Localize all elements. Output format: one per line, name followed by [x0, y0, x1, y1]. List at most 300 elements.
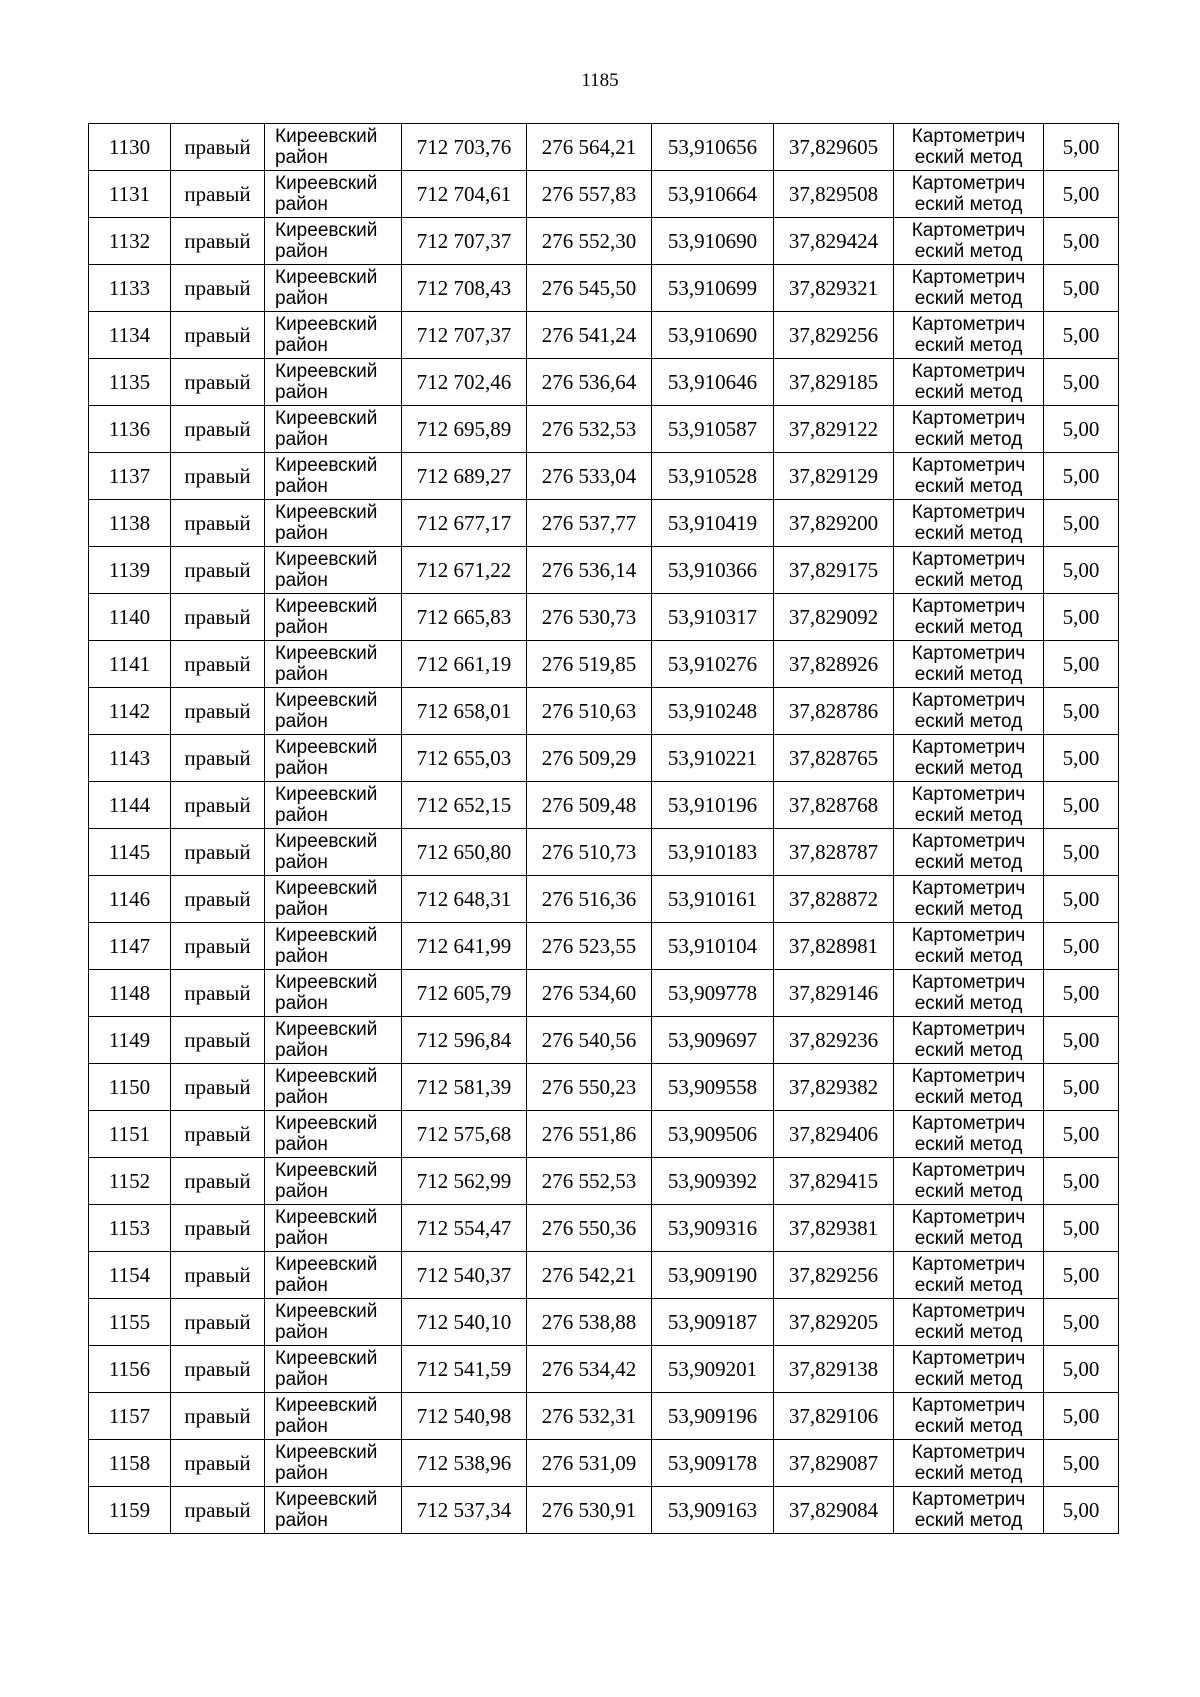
- table-row: [89, 782, 1119, 829]
- method-cell-line: Картометрич: [911, 737, 1026, 758]
- district-cell-line: район: [275, 476, 328, 497]
- district-cell: [265, 453, 402, 500]
- district-cell: [265, 1158, 402, 1205]
- district-cell-line: Киреевский: [275, 1301, 378, 1322]
- method-cell: [894, 641, 1044, 688]
- coord-x-cell: 712 540,98: [402, 1393, 527, 1440]
- table-row: [89, 265, 1119, 312]
- coord-y-cell: 276 523,55: [527, 923, 652, 970]
- latitude-cell: 53,909392: [652, 1158, 774, 1205]
- coord-y-cell: 276 510,63: [527, 688, 652, 735]
- longitude-cell: 37,828786: [774, 688, 894, 735]
- coord-y-cell: 276 516,36: [527, 876, 652, 923]
- coord-x-cell: 712 658,01: [402, 688, 527, 735]
- point-number-cell: 1141: [89, 641, 171, 688]
- district-cell-line: Киреевский: [275, 1019, 378, 1040]
- table-row: [89, 500, 1119, 547]
- method-cell-line: еский метод: [914, 1228, 1023, 1249]
- district-cell: [265, 1487, 402, 1534]
- accuracy-cell: 5,00: [1044, 124, 1119, 171]
- latitude-cell: 53,910587: [652, 406, 774, 453]
- district-cell-line: район: [275, 758, 328, 779]
- district-cell-line: Киреевский: [275, 737, 378, 758]
- table-row: [89, 735, 1119, 782]
- coord-x-cell: 712 704,61: [402, 171, 527, 218]
- method-cell: [894, 453, 1044, 500]
- method-cell-line: еский метод: [914, 758, 1023, 779]
- point-number-cell: 1147: [89, 923, 171, 970]
- coord-x-cell: 712 708,43: [402, 265, 527, 312]
- method-cell-line: еский метод: [914, 288, 1023, 309]
- bank-side-cell: правый: [171, 1111, 265, 1158]
- method-cell-line: еский метод: [914, 711, 1023, 732]
- longitude-cell: 37,829205: [774, 1299, 894, 1346]
- bank-side-cell: правый: [171, 1346, 265, 1393]
- longitude-cell: 37,829381: [774, 1205, 894, 1252]
- longitude-cell: 37,829106: [774, 1393, 894, 1440]
- coord-y-cell: 276 564,21: [527, 124, 652, 171]
- coord-x-cell: 712 655,03: [402, 735, 527, 782]
- longitude-cell: 37,829087: [774, 1440, 894, 1487]
- coord-x-cell: 712 537,34: [402, 1487, 527, 1534]
- longitude-cell: 37,828765: [774, 735, 894, 782]
- bank-side-cell: правый: [171, 1158, 265, 1205]
- method-cell-line: еский метод: [914, 382, 1023, 403]
- accuracy-cell: 5,00: [1044, 876, 1119, 923]
- latitude-cell: 53,909558: [652, 1064, 774, 1111]
- point-number-cell: 1143: [89, 735, 171, 782]
- coord-x-cell: 712 562,99: [402, 1158, 527, 1205]
- district-cell-line: Киреевский: [275, 925, 378, 946]
- district-cell-line: район: [275, 664, 328, 685]
- method-cell-line: еский метод: [914, 1369, 1023, 1390]
- district-cell-line: район: [275, 617, 328, 638]
- method-cell: [894, 829, 1044, 876]
- method-cell-line: еский метод: [914, 1322, 1023, 1343]
- coord-y-cell: 276 545,50: [527, 265, 652, 312]
- district-cell-line: Киреевский: [275, 831, 378, 852]
- point-number-cell: 1142: [89, 688, 171, 735]
- method-cell: [894, 171, 1044, 218]
- point-number-cell: 1135: [89, 359, 171, 406]
- point-number-cell: 1148: [89, 970, 171, 1017]
- longitude-cell: 37,829406: [774, 1111, 894, 1158]
- method-cell-line: еский метод: [914, 1181, 1023, 1202]
- district-cell-line: район: [275, 805, 328, 826]
- method-cell-line: Картометрич: [911, 925, 1026, 946]
- method-cell: [894, 1158, 1044, 1205]
- coord-y-cell: 276 532,31: [527, 1393, 652, 1440]
- table-row: [89, 1346, 1119, 1393]
- method-cell-line: Картометрич: [911, 1066, 1026, 1087]
- district-cell: [265, 1205, 402, 1252]
- table-row: [89, 923, 1119, 970]
- district-cell: [265, 1111, 402, 1158]
- method-cell-line: Картометрич: [911, 502, 1026, 523]
- district-cell-line: район: [275, 523, 328, 544]
- longitude-cell: 37,829256: [774, 312, 894, 359]
- coord-y-cell: 276 541,24: [527, 312, 652, 359]
- latitude-cell: 53,910690: [652, 312, 774, 359]
- bank-side-cell: правый: [171, 312, 265, 359]
- coord-y-cell: 276 510,73: [527, 829, 652, 876]
- district-cell-line: Киреевский: [275, 173, 378, 194]
- method-cell-line: Картометрич: [911, 267, 1026, 288]
- method-cell-line: Картометрич: [911, 690, 1026, 711]
- district-cell: [265, 1393, 402, 1440]
- longitude-cell: 37,828926: [774, 641, 894, 688]
- district-cell: [265, 359, 402, 406]
- accuracy-cell: 5,00: [1044, 735, 1119, 782]
- accuracy-cell: 5,00: [1044, 782, 1119, 829]
- latitude-cell: 53,909697: [652, 1017, 774, 1064]
- method-cell-line: еский метод: [914, 805, 1023, 826]
- method-cell: [894, 876, 1044, 923]
- point-number-cell: 1138: [89, 500, 171, 547]
- point-number-cell: 1146: [89, 876, 171, 923]
- point-number-cell: 1155: [89, 1299, 171, 1346]
- district-cell-line: район: [275, 147, 328, 168]
- longitude-cell: 37,829092: [774, 594, 894, 641]
- coord-y-cell: 276 538,88: [527, 1299, 652, 1346]
- bank-side-cell: правый: [171, 782, 265, 829]
- district-cell-line: Киреевский: [275, 784, 378, 805]
- bank-side-cell: правый: [171, 735, 265, 782]
- district-cell-line: Киреевский: [275, 1442, 378, 1463]
- table-row: [89, 1205, 1119, 1252]
- district-cell: [265, 594, 402, 641]
- method-cell: [894, 312, 1044, 359]
- method-cell-line: еский метод: [914, 1134, 1023, 1155]
- district-cell-line: Киреевский: [275, 220, 378, 241]
- bank-side-cell: правый: [171, 1299, 265, 1346]
- accuracy-cell: 5,00: [1044, 923, 1119, 970]
- method-cell-line: Картометрич: [911, 173, 1026, 194]
- method-cell-line: еский метод: [914, 241, 1023, 262]
- longitude-cell: 37,829256: [774, 1252, 894, 1299]
- district-cell-line: район: [275, 241, 328, 262]
- table-row: [89, 406, 1119, 453]
- latitude-cell: 53,909163: [652, 1487, 774, 1534]
- coord-x-cell: 712 641,99: [402, 923, 527, 970]
- latitude-cell: 53,909187: [652, 1299, 774, 1346]
- method-cell: [894, 406, 1044, 453]
- coord-x-cell: 712 554,47: [402, 1205, 527, 1252]
- point-number-cell: 1131: [89, 171, 171, 218]
- point-number-cell: 1152: [89, 1158, 171, 1205]
- method-cell: [894, 735, 1044, 782]
- coord-x-cell: 712 648,31: [402, 876, 527, 923]
- table-row: [89, 547, 1119, 594]
- district-cell-line: район: [275, 570, 328, 591]
- method-cell-line: Картометрич: [911, 596, 1026, 617]
- method-cell-line: еский метод: [914, 617, 1023, 638]
- accuracy-cell: 5,00: [1044, 1111, 1119, 1158]
- longitude-cell: 37,829508: [774, 171, 894, 218]
- district-cell: [265, 265, 402, 312]
- method-cell: [894, 1346, 1044, 1393]
- district-cell-line: Киреевский: [275, 1207, 378, 1228]
- table-row: [89, 1440, 1119, 1487]
- district-cell-line: Киреевский: [275, 1395, 378, 1416]
- point-number-cell: 1133: [89, 265, 171, 312]
- coord-y-cell: 276 519,85: [527, 641, 652, 688]
- method-cell: [894, 1205, 1044, 1252]
- point-number-cell: 1151: [89, 1111, 171, 1158]
- district-cell-line: район: [275, 852, 328, 873]
- point-number-cell: 1150: [89, 1064, 171, 1111]
- coordinates-table: [88, 123, 1119, 1534]
- point-number-cell: 1157: [89, 1393, 171, 1440]
- method-cell-line: Картометрич: [911, 1395, 1026, 1416]
- district-cell-line: район: [275, 899, 328, 920]
- method-cell-line: Картометрич: [911, 361, 1026, 382]
- latitude-cell: 53,910183: [652, 829, 774, 876]
- district-cell: [265, 782, 402, 829]
- table-row: [89, 1299, 1119, 1346]
- coord-x-cell: 712 671,22: [402, 547, 527, 594]
- accuracy-cell: 5,00: [1044, 1393, 1119, 1440]
- method-cell-line: еский метод: [914, 852, 1023, 873]
- district-cell-line: Киреевский: [275, 878, 378, 899]
- longitude-cell: 37,829605: [774, 124, 894, 171]
- district-cell: [265, 829, 402, 876]
- district-cell-line: Киреевский: [275, 643, 378, 664]
- method-cell-line: Картометрич: [911, 314, 1026, 335]
- method-cell: [894, 1299, 1044, 1346]
- latitude-cell: 53,910528: [652, 453, 774, 500]
- method-cell: [894, 782, 1044, 829]
- method-cell: [894, 1111, 1044, 1158]
- district-cell: [265, 171, 402, 218]
- coord-y-cell: 276 550,23: [527, 1064, 652, 1111]
- coord-y-cell: 276 531,09: [527, 1440, 652, 1487]
- accuracy-cell: 5,00: [1044, 688, 1119, 735]
- coord-x-cell: 712 538,96: [402, 1440, 527, 1487]
- latitude-cell: 53,909190: [652, 1252, 774, 1299]
- bank-side-cell: правый: [171, 547, 265, 594]
- table-row: [89, 1393, 1119, 1440]
- longitude-cell: 37,828872: [774, 876, 894, 923]
- district-cell-line: Киреевский: [275, 126, 378, 147]
- point-number-cell: 1158: [89, 1440, 171, 1487]
- latitude-cell: 53,910656: [652, 124, 774, 171]
- latitude-cell: 53,910690: [652, 218, 774, 265]
- method-cell-line: Картометрич: [911, 1301, 1026, 1322]
- coord-x-cell: 712 689,27: [402, 453, 527, 500]
- point-number-cell: 1159: [89, 1487, 171, 1534]
- method-cell: [894, 218, 1044, 265]
- latitude-cell: 53,910221: [652, 735, 774, 782]
- district-cell: [265, 735, 402, 782]
- point-number-cell: 1136: [89, 406, 171, 453]
- method-cell-line: Картометрич: [911, 408, 1026, 429]
- bank-side-cell: правый: [171, 171, 265, 218]
- district-cell-line: район: [275, 1087, 328, 1108]
- latitude-cell: 53,910317: [652, 594, 774, 641]
- bank-side-cell: правый: [171, 359, 265, 406]
- district-cell-line: Киреевский: [275, 972, 378, 993]
- table-row: [89, 218, 1119, 265]
- method-cell-line: Картометрич: [911, 1489, 1026, 1510]
- accuracy-cell: 5,00: [1044, 218, 1119, 265]
- latitude-cell: 53,909196: [652, 1393, 774, 1440]
- district-cell: [265, 312, 402, 359]
- coord-y-cell: 276 550,36: [527, 1205, 652, 1252]
- coord-y-cell: 276 557,83: [527, 171, 652, 218]
- accuracy-cell: 5,00: [1044, 547, 1119, 594]
- method-cell-line: еский метод: [914, 1510, 1023, 1531]
- table-row: [89, 124, 1119, 171]
- table-row: [89, 1158, 1119, 1205]
- method-cell-line: еский метод: [914, 1416, 1023, 1437]
- coord-x-cell: 712 541,59: [402, 1346, 527, 1393]
- district-cell-line: Киреевский: [275, 267, 378, 288]
- accuracy-cell: 5,00: [1044, 1017, 1119, 1064]
- point-number-cell: 1154: [89, 1252, 171, 1299]
- point-number-cell: 1130: [89, 124, 171, 171]
- method-cell: [894, 500, 1044, 547]
- method-cell-line: еский метод: [914, 993, 1023, 1014]
- coord-x-cell: 712 707,37: [402, 218, 527, 265]
- method-cell: [894, 359, 1044, 406]
- district-cell-line: район: [275, 1134, 328, 1155]
- point-number-cell: 1145: [89, 829, 171, 876]
- latitude-cell: 53,910664: [652, 171, 774, 218]
- district-cell-line: Киреевский: [275, 502, 378, 523]
- coord-y-cell: 276 530,91: [527, 1487, 652, 1534]
- method-cell-line: еский метод: [914, 1040, 1023, 1061]
- accuracy-cell: 5,00: [1044, 641, 1119, 688]
- longitude-cell: 37,829129: [774, 453, 894, 500]
- method-cell: [894, 970, 1044, 1017]
- district-cell-line: район: [275, 1181, 328, 1202]
- longitude-cell: 37,828981: [774, 923, 894, 970]
- district-cell-line: Киреевский: [275, 549, 378, 570]
- method-cell-line: Картометрич: [911, 1019, 1026, 1040]
- method-cell-line: еский метод: [914, 664, 1023, 685]
- district-cell-line: Киреевский: [275, 361, 378, 382]
- bank-side-cell: правый: [171, 453, 265, 500]
- table-body: [89, 124, 1119, 1534]
- latitude-cell: 53,910366: [652, 547, 774, 594]
- district-cell-line: район: [275, 429, 328, 450]
- coord-x-cell: 712 702,46: [402, 359, 527, 406]
- district-cell: [265, 1440, 402, 1487]
- coord-x-cell: 712 677,17: [402, 500, 527, 547]
- method-cell-line: еский метод: [914, 1087, 1023, 1108]
- table-row: [89, 1017, 1119, 1064]
- coord-x-cell: 712 707,37: [402, 312, 527, 359]
- table-row: [89, 359, 1119, 406]
- method-cell: [894, 594, 1044, 641]
- table-row: [89, 688, 1119, 735]
- district-cell-line: район: [275, 382, 328, 403]
- method-cell: [894, 923, 1044, 970]
- table-row: [89, 594, 1119, 641]
- bank-side-cell: правый: [171, 923, 265, 970]
- method-cell: [894, 547, 1044, 594]
- coord-y-cell: 276 534,42: [527, 1346, 652, 1393]
- method-cell-line: Картометрич: [911, 831, 1026, 852]
- method-cell-line: Картометрич: [911, 972, 1026, 993]
- method-cell-line: еский метод: [914, 147, 1023, 168]
- method-cell-line: Картометрич: [911, 1207, 1026, 1228]
- district-cell-line: Киреевский: [275, 1160, 378, 1181]
- method-cell-line: еский метод: [914, 946, 1023, 967]
- bank-side-cell: правый: [171, 641, 265, 688]
- longitude-cell: 37,828787: [774, 829, 894, 876]
- table-row: [89, 312, 1119, 359]
- accuracy-cell: 5,00: [1044, 1487, 1119, 1534]
- district-cell-line: район: [275, 993, 328, 1014]
- coord-x-cell: 712 540,37: [402, 1252, 527, 1299]
- district-cell-line: район: [275, 1416, 328, 1437]
- accuracy-cell: 5,00: [1044, 1205, 1119, 1252]
- bank-side-cell: правый: [171, 1205, 265, 1252]
- coord-y-cell: 276 509,29: [527, 735, 652, 782]
- longitude-cell: 37,829236: [774, 1017, 894, 1064]
- latitude-cell: 53,910161: [652, 876, 774, 923]
- coord-x-cell: 712 695,89: [402, 406, 527, 453]
- bank-side-cell: правый: [171, 406, 265, 453]
- table-row: [89, 829, 1119, 876]
- point-number-cell: 1149: [89, 1017, 171, 1064]
- method-cell-line: Картометрич: [911, 126, 1026, 147]
- table-row: [89, 453, 1119, 500]
- accuracy-cell: 5,00: [1044, 1299, 1119, 1346]
- bank-side-cell: правый: [171, 1064, 265, 1111]
- district-cell-line: район: [275, 1275, 328, 1296]
- longitude-cell: 37,829424: [774, 218, 894, 265]
- accuracy-cell: 5,00: [1044, 406, 1119, 453]
- latitude-cell: 53,909506: [652, 1111, 774, 1158]
- district-cell-line: район: [275, 1369, 328, 1390]
- district-cell-line: Киреевский: [275, 690, 378, 711]
- latitude-cell: 53,910646: [652, 359, 774, 406]
- accuracy-cell: 5,00: [1044, 594, 1119, 641]
- district-cell-line: Киреевский: [275, 455, 378, 476]
- latitude-cell: 53,910699: [652, 265, 774, 312]
- point-number-cell: 1132: [89, 218, 171, 265]
- point-number-cell: 1153: [89, 1205, 171, 1252]
- coord-y-cell: 276 552,30: [527, 218, 652, 265]
- table-row: [89, 970, 1119, 1017]
- coord-x-cell: 712 665,83: [402, 594, 527, 641]
- method-cell-line: Картометрич: [911, 878, 1026, 899]
- method-cell-line: еский метод: [914, 570, 1023, 591]
- accuracy-cell: 5,00: [1044, 359, 1119, 406]
- method-cell-line: Картометрич: [911, 1254, 1026, 1275]
- district-cell-line: Киреевский: [275, 314, 378, 335]
- method-cell-line: еский метод: [914, 476, 1023, 497]
- district-cell-line: район: [275, 1510, 328, 1531]
- method-cell-line: Картометрич: [911, 1442, 1026, 1463]
- accuracy-cell: 5,00: [1044, 265, 1119, 312]
- longitude-cell: 37,829321: [774, 265, 894, 312]
- district-cell: [265, 876, 402, 923]
- district-cell: [265, 641, 402, 688]
- method-cell-line: Картометрич: [911, 643, 1026, 664]
- accuracy-cell: 5,00: [1044, 829, 1119, 876]
- accuracy-cell: 5,00: [1044, 970, 1119, 1017]
- district-cell-line: район: [275, 1322, 328, 1343]
- longitude-cell: 37,829138: [774, 1346, 894, 1393]
- coord-y-cell: 276 532,53: [527, 406, 652, 453]
- latitude-cell: 53,910276: [652, 641, 774, 688]
- district-cell: [265, 547, 402, 594]
- table-row: [89, 1064, 1119, 1111]
